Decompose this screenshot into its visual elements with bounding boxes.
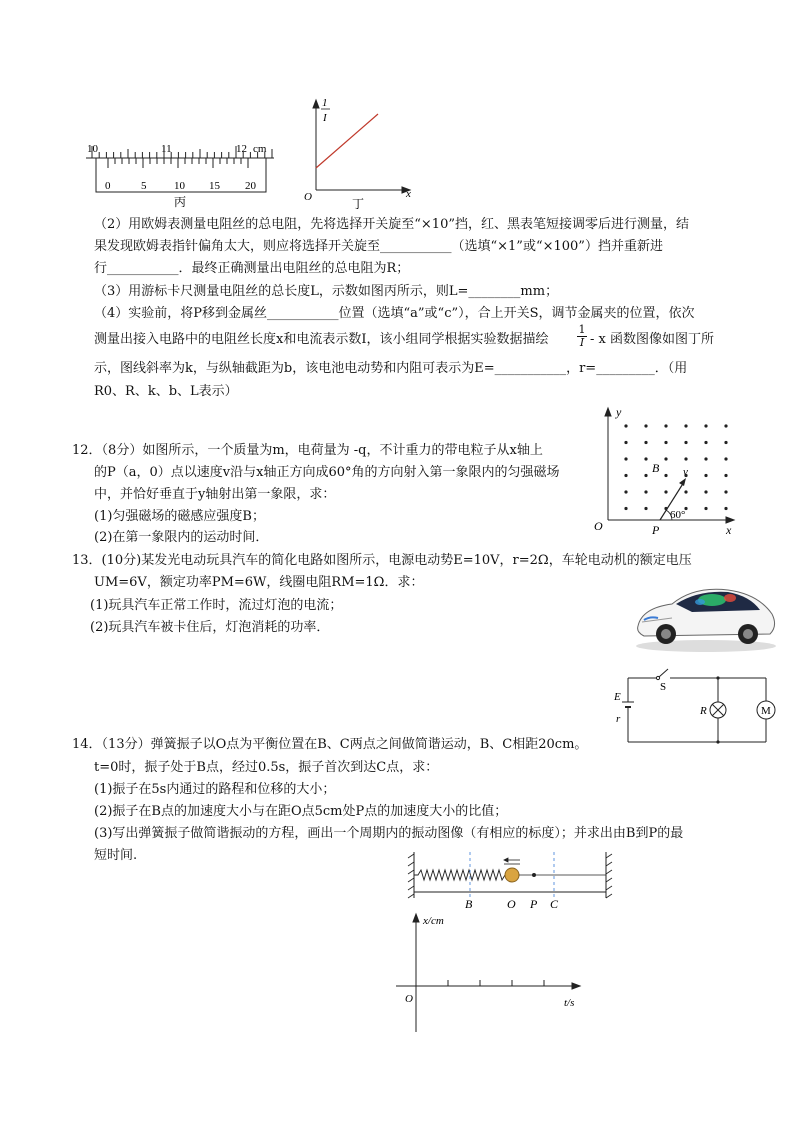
main-scale-label-12: 12: [236, 143, 247, 155]
magnetic-field-figure: [590, 402, 740, 537]
q12-line5: (2)在第一象限内的运动时间．: [94, 530, 269, 545]
osc-origin-label: O: [405, 993, 413, 1005]
field-dot: [624, 474, 627, 477]
field-dot: [644, 441, 647, 444]
vernier-label-20: 20: [245, 180, 256, 192]
circuit-r-label: r: [616, 713, 621, 725]
q12-line2: 的P（a，0）点以速度v沿与x轴正方向成60°角的方向射入第一象限内的匀强磁场: [94, 465, 560, 480]
field-dot: [704, 490, 707, 493]
mag-b-label: B: [652, 461, 660, 475]
mag-angle-label: 60°: [670, 509, 686, 521]
q12-line4: (1)匀强磁场的磁感应强度B；: [94, 509, 265, 524]
field-dot: [664, 441, 667, 444]
spring-o-label: O: [507, 897, 516, 911]
field-dot: [664, 424, 667, 427]
circuit-motor-label: M: [761, 705, 771, 717]
osc-y-label: x/cm: [423, 915, 444, 927]
oscillation-graph: [396, 912, 586, 1036]
q14-line5: (3)写出弹簧振子做简谐振动的方程，画出一个周期内的振动图像（有相应的标度）；并求出由B到P的最: [94, 826, 684, 841]
field-dot: [684, 424, 687, 427]
field-dot: [704, 441, 707, 444]
toy-car-illustration: [632, 574, 780, 654]
field-dot: [724, 474, 727, 477]
q11-fraction: [577, 324, 587, 349]
main-scale-label-11: 11: [161, 143, 172, 155]
figure-caption-ding: 丁: [352, 197, 365, 211]
q12-line1: 12．（8分）如图所示，一个质量为m，电荷量为 -q，不计重力的带电粒子从x轴上: [72, 443, 543, 458]
circuit-e-label: E: [614, 691, 621, 703]
field-dot: [624, 507, 627, 510]
q14-line6: 短时间.: [94, 848, 138, 863]
field-dot: [704, 507, 707, 510]
unit-label: cm: [253, 143, 267, 155]
y-label-num: 1: [322, 97, 328, 109]
field-dot: [624, 441, 627, 444]
field-dot: [724, 457, 727, 460]
q11-p4-line4: R0、R、k、b、L表示）: [94, 384, 238, 399]
q14-line3: (1)振子在5s内通过的路程和位移的大小；: [94, 782, 336, 797]
x-axis-label: x: [406, 188, 411, 200]
figure-caption-bing: 丙: [174, 195, 187, 209]
q11-p2-line2: 果发现欧姆表指针偏角太大，则应将选择开关旋至___________（选填“×1”或“×100”）挡并重新进: [94, 239, 663, 254]
field-dot: [664, 490, 667, 493]
q11-p3: （3）用游标卡尺测量电阻丝的总长度L，示数如图丙所示，则L=________mm；: [94, 284, 559, 299]
circuit-lamp-label: R: [700, 705, 707, 717]
main-scale-label-10: 10: [87, 143, 98, 155]
field-dot: [684, 490, 687, 493]
q13-line1: 13．(10分)某发光电动玩具汽车的简化电路如图所示，电源电动势E=10V，r=2Ω，车轮电动机的额定电压: [72, 553, 692, 568]
field-dot: [724, 507, 727, 510]
spring-oscillator-figure: [404, 848, 620, 912]
field-dot: [624, 424, 627, 427]
q14-line4: (2)振子在B点的加速度大小与在距O点5cm处P点的加速度大小的比值；: [94, 804, 508, 819]
q14-line1: 14．（13分）弹簧振子以O点为平衡位置在B、C两点之间做简谐运动，B、C相距20cm。: [72, 737, 588, 752]
q14-line2: t=0时，振子处于B点，经过0.5s，振子首次到达C点，求：: [94, 760, 439, 775]
field-dot: [704, 474, 707, 477]
vernier-label-0: 0: [105, 180, 111, 192]
spring-p-label: P: [530, 897, 538, 911]
q12-line3: 中，并恰好垂直于y轴射出第一象限，求：: [94, 487, 336, 502]
fraction-num: 1: [578, 323, 586, 336]
field-dot: [664, 457, 667, 460]
field-dot: [644, 457, 647, 460]
field-dot: [644, 424, 647, 427]
field-dot: [644, 507, 647, 510]
field-dot: [684, 457, 687, 460]
circuit-diagram: [612, 664, 782, 748]
spring-c-label: C: [550, 897, 559, 911]
q11-p4-line3: 示，图线斜率为k，与纵轴截距为b，该电池电动势和内阻可表示为E=___________，r=_________．（用: [94, 361, 688, 376]
field-dot: [644, 474, 647, 477]
fraction-den: I: [579, 336, 585, 349]
q11-p4-line2b: - x 函数图像如图丁所: [590, 332, 714, 347]
field-dot: [684, 441, 687, 444]
q13-line2: UM=6V，额定功率PM=6W，线圈电阻RM=1Ω．求：: [94, 575, 424, 590]
field-dot: [624, 490, 627, 493]
circuit-s-label: S: [660, 681, 667, 693]
mag-p-label: P: [652, 523, 660, 537]
origin-label: O: [304, 191, 312, 203]
vernier-label-5: 5: [141, 180, 147, 192]
y-label-den: I: [323, 112, 327, 124]
field-dot: [704, 424, 707, 427]
field-dot: [624, 457, 627, 460]
field-dot: [724, 441, 727, 444]
field-dot: [704, 457, 707, 460]
osc-x-label: t/s: [564, 997, 575, 1009]
q11-p2-line1: （2）用欧姆表测量电阻丝的总电阻，先将选择开关旋至“×10”挡，红、黑表笔短接调零后进行测量，结: [94, 217, 689, 232]
field-dot: [724, 424, 727, 427]
vernier-label-15: 15: [209, 180, 220, 192]
vernier-label-10: 10: [174, 180, 185, 192]
q11-p4-line2a: 测量出接入电路中的电阻丝长度x和电流表示数I，该小组同学根据实验数据描绘: [94, 332, 549, 347]
q11-p2-line3: 行___________．最终正确测量出电阻丝的总电阻为R；: [94, 261, 410, 276]
q11-p4-line1: （4）实验前，将P移到金属丝___________位置（选填“a”或“c”），合上开关S，调节金属夹的位置，依次: [94, 306, 695, 321]
q13-line4: (2)玩具汽车被卡住后，灯泡消耗的功率．: [90, 620, 330, 635]
vernier-caliper-figure: [78, 140, 278, 210]
field-dot: [644, 490, 647, 493]
mag-origin-label: O: [594, 519, 603, 533]
mag-x-label: x: [726, 523, 732, 537]
graph-ding-figure: [300, 90, 420, 212]
q13-line3: (1)玩具汽车正常工作时，流过灯泡的电流；: [90, 598, 343, 613]
field-dot: [664, 474, 667, 477]
mag-v-label: v: [683, 466, 688, 478]
spring-b-label: B: [465, 897, 473, 911]
mag-y-label: y: [616, 405, 622, 419]
field-dot: [724, 490, 727, 493]
